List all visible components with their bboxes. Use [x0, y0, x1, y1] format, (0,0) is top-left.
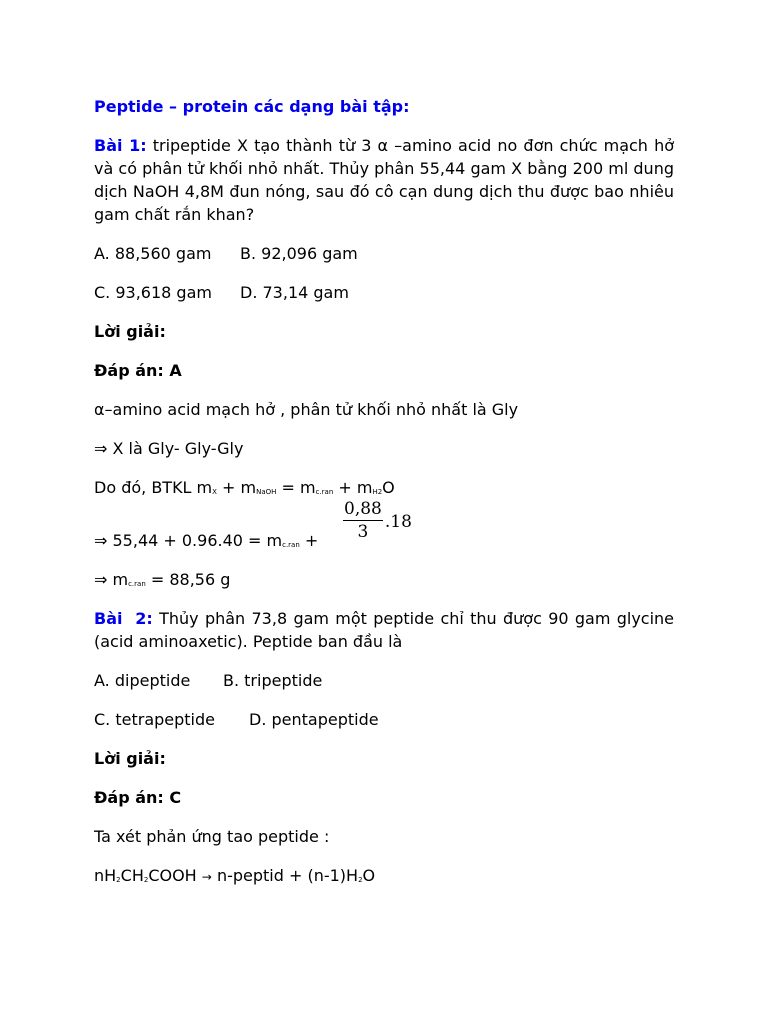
question-2-line-1: Ta xét phản ứng tao peptide : — [94, 827, 330, 846]
eq1-part-e: O — [382, 478, 395, 497]
question-1-option-c: C. 93,618 gam — [94, 283, 212, 302]
eq3-part-a: ⇒ m — [94, 570, 129, 589]
question-1 — [94, 134, 674, 226]
reaction-sub-2: 2 — [143, 876, 149, 884]
reaction-sub-1: 2 — [116, 876, 121, 884]
question-1-equation-2 — [94, 499, 674, 568]
eq2-fraction — [342, 499, 412, 543]
question-1-option-d: D. 73,14 gam — [240, 283, 349, 302]
fraction-stack — [342, 499, 384, 543]
eq3-part-b: = 88,56 g — [145, 570, 231, 589]
question-2 — [94, 607, 674, 653]
fraction-numerator: 0,88 — [344, 499, 382, 519]
eq2-text — [94, 529, 318, 552]
question-2-option-b: B. tripeptide — [223, 671, 323, 690]
eq1-sub-naoh: NaOH — [256, 488, 277, 496]
reaction-part-b: CH — [120, 866, 144, 885]
question-2-option-d: D. pentapeptide — [249, 710, 379, 729]
question-2-answer: Đáp án: C — [94, 788, 182, 807]
question-1-text: tripeptide X tạo thành từ 3 α –amino acid no đơn chức mạch hở và có phân tử khối nhỏ nhất. Thủy phân 55,44 gam X bằng 200 ml dung dịch NaOH 4,8M đun nóng, sau đó cô cạn dung dịch thu được bao nhiêu gam chất rắn khan? — [94, 136, 674, 224]
eq1-sub-h2: H2 — [372, 488, 383, 496]
eq1-part-b: + m — [216, 478, 257, 497]
reaction-sub-3: 2 — [358, 876, 363, 884]
question-1-label: Bài 1: — [94, 136, 147, 155]
reaction-part-a: nH — [94, 866, 117, 885]
fraction-multiplier: .18 — [384, 511, 412, 532]
question-2-option-a: A. dipeptide — [94, 671, 191, 690]
question-1-equation-3 — [94, 568, 674, 591]
question-1-line-2: ⇒ X là Gly- Gly-Gly — [94, 439, 244, 458]
document-content — [94, 95, 674, 889]
reaction-part-d: n-peptid + (n-1)H — [211, 866, 359, 885]
question-1-options-row-1 — [94, 242, 674, 265]
question-2-options-row-2 — [94, 708, 674, 731]
question-2-option-c: C. tetrapeptide — [94, 710, 215, 729]
fraction-denominator: 3 — [357, 522, 369, 542]
question-2-options-row-1 — [94, 669, 674, 692]
reaction-part-c: COOH — [148, 866, 202, 885]
question-1-option-a: A. 88,560 gam — [94, 244, 212, 263]
reaction-part-e: O — [362, 866, 376, 885]
question-2-label: Bài 2: — [94, 609, 153, 628]
question-1-answer: Đáp án: A — [94, 361, 182, 380]
eq2-part-a: ⇒ 55,44 + 0.96.40 = m — [94, 531, 283, 550]
question-1-options-row-2 — [94, 281, 674, 304]
question-2-reaction — [94, 864, 674, 889]
reaction-arrow-icon: → — [201, 870, 212, 884]
question-1-line-1: α–amino acid mạch hở , phân tử khối nhỏ nhất là Gly — [94, 400, 519, 419]
question-1-solution-label: Lời giải: — [94, 322, 166, 341]
question-1-option-b: B. 92,096 gam — [240, 244, 358, 263]
question-2-text: Thủy phân 73,8 gam một peptide chỉ thu được 90 gam glycine (acid aminoaxetic). Peptide ban đầu là — [94, 609, 675, 651]
eq1-sub-x: X — [212, 488, 217, 496]
document-title: Peptide – protein các dạng bài tập: — [94, 97, 410, 116]
eq2-sub-cran: c.ran — [282, 541, 300, 549]
eq2-part-b: + — [299, 531, 319, 550]
eq1-part-a: Do đó, BTKL m — [94, 478, 213, 497]
eq1-sub-cran: c.ran — [315, 488, 334, 496]
eq1-part-c: = m — [276, 478, 316, 497]
question-2-solution-label: Lời giải: — [94, 749, 166, 768]
eq1-part-d: + m — [333, 478, 373, 497]
eq3-sub-cran: c.ran — [128, 580, 146, 588]
question-1-equation-1 — [94, 476, 674, 499]
